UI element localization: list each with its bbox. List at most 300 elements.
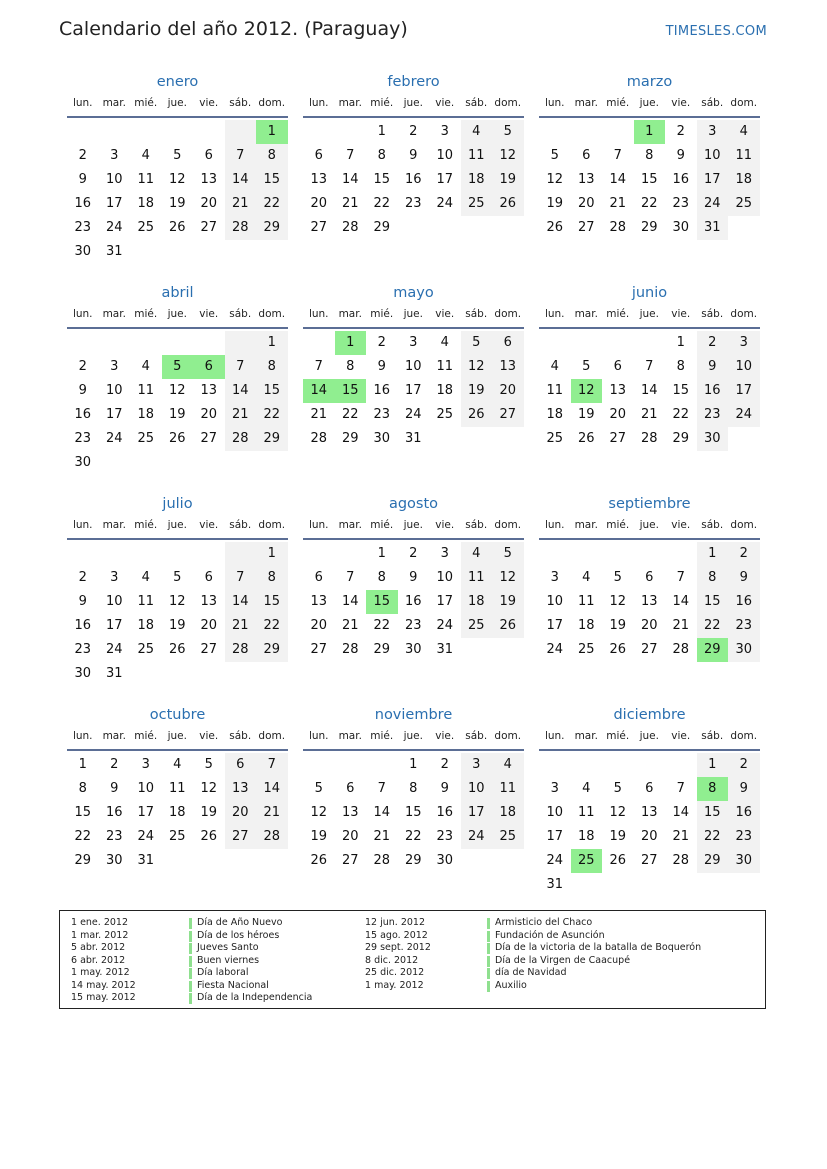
day-cell[interactable]: 2 <box>409 124 418 139</box>
day-cell[interactable]: 29 <box>697 849 729 873</box>
day-cell[interactable]: 28 <box>609 220 627 235</box>
day-cell[interactable]: 6 <box>204 148 213 163</box>
day-cell[interactable]: 23 <box>728 825 760 849</box>
day-cell[interactable]: 9 <box>728 777 760 801</box>
day-cell[interactable]: 15 <box>640 172 658 187</box>
day-cell[interactable]: 5 <box>162 355 194 379</box>
day-cell[interactable]: 8 <box>697 566 729 590</box>
day-cell[interactable]: 9 <box>78 383 87 398</box>
day-cell[interactable]: 17 <box>436 172 454 187</box>
day-cell[interactable]: 24 <box>436 618 454 633</box>
day-cell[interactable]: 4 <box>582 570 591 585</box>
day-cell[interactable]: 27 <box>609 431 627 446</box>
day-cell[interactable]: 16 <box>404 172 422 187</box>
day-cell[interactable]: 8 <box>377 148 386 163</box>
day-cell[interactable]: 3 <box>409 335 418 350</box>
day-cell[interactable]: 6 <box>225 753 257 777</box>
day-cell[interactable]: 10 <box>697 144 729 168</box>
day-cell[interactable]: 16 <box>436 805 454 820</box>
day-cell[interactable]: 15 <box>366 590 398 614</box>
day-cell[interactable]: 18 <box>546 407 564 422</box>
day-cell[interactable]: 23 <box>404 618 422 633</box>
day-cell[interactable]: 21 <box>609 196 627 211</box>
day-cell[interactable]: 11 <box>137 383 155 398</box>
day-cell[interactable]: 12 <box>609 594 627 609</box>
day-cell[interactable]: 21 <box>225 192 257 216</box>
day-cell[interactable]: 20 <box>200 618 218 633</box>
day-cell[interactable]: 26 <box>577 431 595 446</box>
day-cell[interactable]: 27 <box>200 642 218 657</box>
day-cell[interactable]: 29 <box>341 431 359 446</box>
day-cell[interactable]: 20 <box>609 407 627 422</box>
day-cell[interactable]: 25 <box>137 431 155 446</box>
day-cell[interactable]: 22 <box>74 829 92 844</box>
day-cell[interactable]: 25 <box>461 614 493 638</box>
day-cell[interactable]: 4 <box>492 753 524 777</box>
day-cell[interactable]: 6 <box>613 359 622 374</box>
day-cell[interactable]: 11 <box>137 594 155 609</box>
day-cell[interactable]: 7 <box>256 753 288 777</box>
day-cell[interactable]: 15 <box>373 172 391 187</box>
day-cell[interactable]: 19 <box>492 590 524 614</box>
day-cell[interactable]: 1 <box>78 757 87 772</box>
day-cell[interactable]: 6 <box>582 148 591 163</box>
day-cell[interactable]: 1 <box>256 542 288 566</box>
day-cell[interactable]: 2 <box>697 331 729 355</box>
day-cell[interactable]: 9 <box>409 570 418 585</box>
day-cell[interactable]: 17 <box>546 829 564 844</box>
day-cell[interactable]: 23 <box>436 829 454 844</box>
day-cell[interactable]: 19 <box>577 407 595 422</box>
day-cell[interactable]: 11 <box>436 359 454 374</box>
day-cell[interactable]: 7 <box>613 148 622 163</box>
day-cell[interactable]: 14 <box>225 168 257 192</box>
day-cell[interactable]: 11 <box>492 777 524 801</box>
day-cell[interactable]: 23 <box>404 196 422 211</box>
day-cell[interactable]: 21 <box>341 196 359 211</box>
day-cell[interactable]: 18 <box>728 168 760 192</box>
day-cell[interactable]: 7 <box>346 148 355 163</box>
day-cell[interactable]: 5 <box>613 570 622 585</box>
day-cell[interactable]: 27 <box>492 403 524 427</box>
day-cell[interactable]: 30 <box>697 427 729 451</box>
day-cell[interactable]: 14 <box>225 379 257 403</box>
day-cell[interactable]: 13 <box>640 594 658 609</box>
day-cell[interactable]: 17 <box>105 196 123 211</box>
day-cell[interactable]: 5 <box>204 757 213 772</box>
day-cell[interactable]: 22 <box>672 407 690 422</box>
day-cell[interactable]: 16 <box>404 594 422 609</box>
day-cell[interactable]: 24 <box>546 642 564 657</box>
day-cell[interactable]: 20 <box>310 618 328 633</box>
day-cell[interactable]: 11 <box>728 144 760 168</box>
day-cell[interactable]: 19 <box>200 805 218 820</box>
day-cell[interactable]: 3 <box>728 331 760 355</box>
day-cell[interactable]: 1 <box>676 335 685 350</box>
day-cell[interactable]: 17 <box>105 618 123 633</box>
day-cell[interactable]: 3 <box>440 124 449 139</box>
day-cell[interactable]: 21 <box>373 829 391 844</box>
brand-link[interactable]: TIMESLES.COM <box>665 24 767 39</box>
day-cell[interactable]: 17 <box>697 168 729 192</box>
day-cell[interactable]: 24 <box>137 829 155 844</box>
day-cell[interactable]: 18 <box>492 801 524 825</box>
day-cell[interactable]: 14 <box>672 594 690 609</box>
day-cell[interactable]: 15 <box>256 590 288 614</box>
day-cell[interactable]: 5 <box>613 781 622 796</box>
day-cell[interactable]: 30 <box>728 638 760 662</box>
day-cell[interactable]: 14 <box>640 383 658 398</box>
day-cell[interactable]: 22 <box>256 192 288 216</box>
day-cell[interactable]: 26 <box>609 853 627 868</box>
day-cell[interactable]: 6 <box>204 570 213 585</box>
day-cell[interactable]: 19 <box>492 168 524 192</box>
day-cell[interactable]: 26 <box>609 642 627 657</box>
day-cell[interactable]: 13 <box>200 594 218 609</box>
day-cell[interactable]: 20 <box>492 379 524 403</box>
day-cell[interactable]: 9 <box>78 172 87 187</box>
day-cell[interactable]: 17 <box>546 618 564 633</box>
day-cell[interactable]: 10 <box>546 805 564 820</box>
day-cell[interactable]: 17 <box>461 801 493 825</box>
day-cell[interactable]: 16 <box>105 805 123 820</box>
day-cell[interactable]: 17 <box>728 379 760 403</box>
day-cell[interactable]: 21 <box>225 403 257 427</box>
day-cell[interactable]: 14 <box>225 590 257 614</box>
day-cell[interactable]: 9 <box>676 148 685 163</box>
day-cell[interactable]: 9 <box>409 148 418 163</box>
day-cell[interactable]: 15 <box>74 805 92 820</box>
day-cell[interactable]: 4 <box>461 120 493 144</box>
day-cell[interactable]: 26 <box>492 614 524 638</box>
day-cell[interactable]: 25 <box>436 407 454 422</box>
day-cell[interactable]: 15 <box>672 383 690 398</box>
day-cell[interactable]: 5 <box>550 148 559 163</box>
day-cell[interactable]: 31 <box>404 431 422 446</box>
day-cell[interactable]: 1 <box>256 120 288 144</box>
day-cell[interactable]: 19 <box>168 618 186 633</box>
day-cell[interactable]: 6 <box>346 781 355 796</box>
day-cell[interactable]: 12 <box>609 805 627 820</box>
day-cell[interactable]: 11 <box>168 781 186 796</box>
day-cell[interactable]: 10 <box>137 781 155 796</box>
day-cell[interactable]: 16 <box>74 618 92 633</box>
day-cell[interactable]: 24 <box>697 192 729 216</box>
day-cell[interactable]: 2 <box>110 757 119 772</box>
day-cell[interactable]: 8 <box>409 781 418 796</box>
day-cell[interactable]: 27 <box>640 642 658 657</box>
day-cell[interactable]: 16 <box>728 590 760 614</box>
day-cell[interactable]: 16 <box>697 379 729 403</box>
day-cell[interactable]: 5 <box>461 331 493 355</box>
day-cell[interactable]: 28 <box>341 220 359 235</box>
day-cell[interactable]: 26 <box>168 220 186 235</box>
day-cell[interactable]: 9 <box>697 355 729 379</box>
day-cell[interactable]: 10 <box>546 594 564 609</box>
day-cell[interactable]: 2 <box>676 124 685 139</box>
day-cell[interactable]: 1 <box>634 120 666 144</box>
day-cell[interactable]: 9 <box>110 781 119 796</box>
day-cell[interactable]: 28 <box>225 427 257 451</box>
day-cell[interactable]: 7 <box>676 570 685 585</box>
day-cell[interactable]: 28 <box>225 638 257 662</box>
day-cell[interactable]: 2 <box>409 546 418 561</box>
day-cell[interactable]: 4 <box>141 148 150 163</box>
day-cell[interactable]: 14 <box>341 594 359 609</box>
day-cell[interactable]: 12 <box>546 172 564 187</box>
day-cell[interactable]: 26 <box>168 431 186 446</box>
day-cell[interactable]: 16 <box>74 407 92 422</box>
day-cell[interactable]: 27 <box>341 853 359 868</box>
day-cell[interactable]: 10 <box>728 355 760 379</box>
day-cell[interactable]: 25 <box>461 192 493 216</box>
day-cell[interactable]: 12 <box>200 781 218 796</box>
day-cell[interactable]: 23 <box>74 220 92 235</box>
day-cell[interactable]: 11 <box>577 594 595 609</box>
day-cell[interactable]: 13 <box>577 172 595 187</box>
day-cell[interactable]: 29 <box>256 638 288 662</box>
day-cell[interactable]: 28 <box>640 431 658 446</box>
day-cell[interactable]: 2 <box>728 753 760 777</box>
day-cell[interactable]: 24 <box>728 403 760 427</box>
day-cell[interactable]: 12 <box>168 172 186 187</box>
day-cell[interactable]: 19 <box>168 407 186 422</box>
day-cell[interactable]: 10 <box>436 570 454 585</box>
day-cell[interactable]: 3 <box>697 120 729 144</box>
day-cell[interactable]: 23 <box>373 407 391 422</box>
day-cell[interactable]: 22 <box>373 618 391 633</box>
day-cell[interactable]: 14 <box>609 172 627 187</box>
day-cell[interactable]: 31 <box>105 666 123 681</box>
day-cell[interactable]: 13 <box>225 777 257 801</box>
day-cell[interactable]: 18 <box>461 168 493 192</box>
day-cell[interactable]: 13 <box>640 805 658 820</box>
day-cell[interactable]: 4 <box>141 570 150 585</box>
day-cell[interactable]: 12 <box>461 355 493 379</box>
day-cell[interactable]: 6 <box>645 570 654 585</box>
day-cell[interactable]: 31 <box>546 877 564 892</box>
day-cell[interactable]: 28 <box>672 642 690 657</box>
day-cell[interactable]: 22 <box>404 829 422 844</box>
day-cell[interactable]: 13 <box>609 383 627 398</box>
day-cell[interactable]: 29 <box>373 220 391 235</box>
day-cell[interactable]: 1 <box>409 757 418 772</box>
day-cell[interactable]: 11 <box>577 805 595 820</box>
day-cell[interactable]: 13 <box>492 355 524 379</box>
day-cell[interactable]: 19 <box>609 829 627 844</box>
day-cell[interactable]: 8 <box>697 777 729 801</box>
day-cell[interactable]: 15 <box>697 590 729 614</box>
day-cell[interactable]: 16 <box>373 383 391 398</box>
day-cell[interactable]: 24 <box>461 825 493 849</box>
day-cell[interactable]: 3 <box>110 359 119 374</box>
day-cell[interactable]: 3 <box>110 570 119 585</box>
day-cell[interactable]: 7 <box>225 355 257 379</box>
day-cell[interactable]: 8 <box>676 359 685 374</box>
day-cell[interactable]: 27 <box>310 642 328 657</box>
day-cell[interactable]: 26 <box>461 403 493 427</box>
day-cell[interactable]: 23 <box>672 196 690 211</box>
day-cell[interactable]: 2 <box>728 542 760 566</box>
day-cell[interactable]: 15 <box>697 801 729 825</box>
day-cell[interactable]: 25 <box>137 220 155 235</box>
day-cell[interactable]: 15 <box>256 379 288 403</box>
day-cell[interactable]: 9 <box>377 359 386 374</box>
day-cell[interactable]: 4 <box>582 781 591 796</box>
day-cell[interactable]: 5 <box>173 148 182 163</box>
day-cell[interactable]: 12 <box>168 594 186 609</box>
day-cell[interactable]: 23 <box>728 614 760 638</box>
day-cell[interactable]: 18 <box>461 590 493 614</box>
day-cell[interactable]: 29 <box>640 220 658 235</box>
day-cell[interactable]: 4 <box>728 120 760 144</box>
day-cell[interactable]: 28 <box>373 853 391 868</box>
day-cell[interactable]: 24 <box>436 196 454 211</box>
day-cell[interactable]: 28 <box>256 825 288 849</box>
day-cell[interactable]: 30 <box>74 244 92 259</box>
day-cell[interactable]: 8 <box>377 570 386 585</box>
day-cell[interactable]: 3 <box>461 753 493 777</box>
day-cell[interactable]: 1 <box>256 331 288 355</box>
day-cell[interactable]: 13 <box>310 594 328 609</box>
day-cell[interactable]: 30 <box>74 666 92 681</box>
day-cell[interactable]: 12 <box>492 566 524 590</box>
day-cell[interactable]: 15 <box>404 805 422 820</box>
day-cell[interactable]: 27 <box>200 431 218 446</box>
day-cell[interactable]: 17 <box>137 805 155 820</box>
day-cell[interactable]: 2 <box>440 757 449 772</box>
day-cell[interactable]: 24 <box>105 642 123 657</box>
day-cell[interactable]: 9 <box>440 781 449 796</box>
day-cell[interactable]: 2 <box>78 570 87 585</box>
day-cell[interactable]: 30 <box>74 455 92 470</box>
day-cell[interactable]: 27 <box>577 220 595 235</box>
day-cell[interactable]: 8 <box>346 359 355 374</box>
day-cell[interactable]: 9 <box>728 566 760 590</box>
day-cell[interactable]: 7 <box>225 144 257 168</box>
day-cell[interactable]: 12 <box>310 805 328 820</box>
day-cell[interactable]: 27 <box>200 220 218 235</box>
day-cell[interactable]: 25 <box>577 642 595 657</box>
day-cell[interactable]: 6 <box>193 355 225 379</box>
day-cell[interactable]: 21 <box>672 829 690 844</box>
day-cell[interactable]: 10 <box>461 777 493 801</box>
day-cell[interactable]: 19 <box>310 829 328 844</box>
day-cell[interactable]: 13 <box>200 172 218 187</box>
day-cell[interactable]: 13 <box>310 172 328 187</box>
day-cell[interactable]: 14 <box>341 172 359 187</box>
day-cell[interactable]: 31 <box>105 244 123 259</box>
day-cell[interactable]: 15 <box>256 168 288 192</box>
day-cell[interactable]: 27 <box>640 853 658 868</box>
day-cell[interactable]: 29 <box>373 642 391 657</box>
day-cell[interactable]: 8 <box>256 566 288 590</box>
day-cell[interactable]: 26 <box>168 642 186 657</box>
day-cell[interactable]: 20 <box>200 196 218 211</box>
day-cell[interactable]: 24 <box>105 431 123 446</box>
day-cell[interactable]: 26 <box>310 853 328 868</box>
day-cell[interactable]: 17 <box>404 383 422 398</box>
day-cell[interactable]: 4 <box>440 335 449 350</box>
day-cell[interactable]: 26 <box>546 220 564 235</box>
day-cell[interactable]: 25 <box>728 192 760 216</box>
day-cell[interactable]: 23 <box>697 403 729 427</box>
day-cell[interactable]: 12 <box>571 379 603 403</box>
day-cell[interactable]: 1 <box>377 124 386 139</box>
day-cell[interactable]: 25 <box>137 642 155 657</box>
day-cell[interactable]: 30 <box>672 220 690 235</box>
day-cell[interactable]: 20 <box>341 829 359 844</box>
day-cell[interactable]: 18 <box>436 383 454 398</box>
day-cell[interactable]: 26 <box>200 829 218 844</box>
day-cell[interactable]: 6 <box>314 570 323 585</box>
day-cell[interactable]: 25 <box>546 431 564 446</box>
day-cell[interactable]: 7 <box>645 359 654 374</box>
day-cell[interactable]: 15 <box>335 379 367 403</box>
day-cell[interactable]: 3 <box>550 570 559 585</box>
day-cell[interactable]: 19 <box>546 196 564 211</box>
day-cell[interactable]: 2 <box>78 359 87 374</box>
day-cell[interactable]: 25 <box>492 825 524 849</box>
day-cell[interactable]: 6 <box>492 331 524 355</box>
day-cell[interactable]: 28 <box>225 216 257 240</box>
day-cell[interactable]: 19 <box>609 618 627 633</box>
day-cell[interactable]: 19 <box>461 379 493 403</box>
day-cell[interactable]: 24 <box>404 407 422 422</box>
day-cell[interactable]: 18 <box>577 618 595 633</box>
day-cell[interactable]: 18 <box>577 829 595 844</box>
day-cell[interactable]: 6 <box>314 148 323 163</box>
day-cell[interactable]: 1 <box>697 542 729 566</box>
day-cell[interactable]: 8 <box>256 355 288 379</box>
day-cell[interactable]: 12 <box>492 144 524 168</box>
day-cell[interactable]: 29 <box>256 216 288 240</box>
day-cell[interactable]: 8 <box>256 144 288 168</box>
day-cell[interactable]: 1 <box>335 331 367 355</box>
day-cell[interactable]: 7 <box>225 566 257 590</box>
day-cell[interactable]: 21 <box>672 618 690 633</box>
day-cell[interactable]: 21 <box>640 407 658 422</box>
day-cell[interactable]: 21 <box>256 801 288 825</box>
day-cell[interactable]: 1 <box>377 546 386 561</box>
day-cell[interactable]: 20 <box>200 407 218 422</box>
day-cell[interactable]: 4 <box>141 359 150 374</box>
day-cell[interactable]: 3 <box>141 757 150 772</box>
day-cell[interactable]: 1 <box>697 753 729 777</box>
day-cell[interactable]: 23 <box>74 431 92 446</box>
day-cell[interactable]: 11 <box>461 566 493 590</box>
day-cell[interactable]: 5 <box>582 359 591 374</box>
day-cell[interactable]: 3 <box>110 148 119 163</box>
day-cell[interactable]: 19 <box>168 196 186 211</box>
day-cell[interactable]: 31 <box>697 216 729 240</box>
day-cell[interactable]: 18 <box>168 805 186 820</box>
day-cell[interactable]: 7 <box>676 781 685 796</box>
day-cell[interactable]: 7 <box>346 570 355 585</box>
day-cell[interactable]: 22 <box>256 403 288 427</box>
day-cell[interactable]: 20 <box>225 801 257 825</box>
day-cell[interactable]: 10 <box>404 359 422 374</box>
day-cell[interactable]: 30 <box>105 853 123 868</box>
day-cell[interactable]: 30 <box>373 431 391 446</box>
day-cell[interactable]: 23 <box>105 829 123 844</box>
day-cell[interactable]: 26 <box>492 192 524 216</box>
day-cell[interactable]: 31 <box>137 853 155 868</box>
day-cell[interactable]: 5 <box>314 781 323 796</box>
day-cell[interactable]: 10 <box>436 148 454 163</box>
day-cell[interactable]: 29 <box>256 427 288 451</box>
day-cell[interactable]: 21 <box>225 614 257 638</box>
